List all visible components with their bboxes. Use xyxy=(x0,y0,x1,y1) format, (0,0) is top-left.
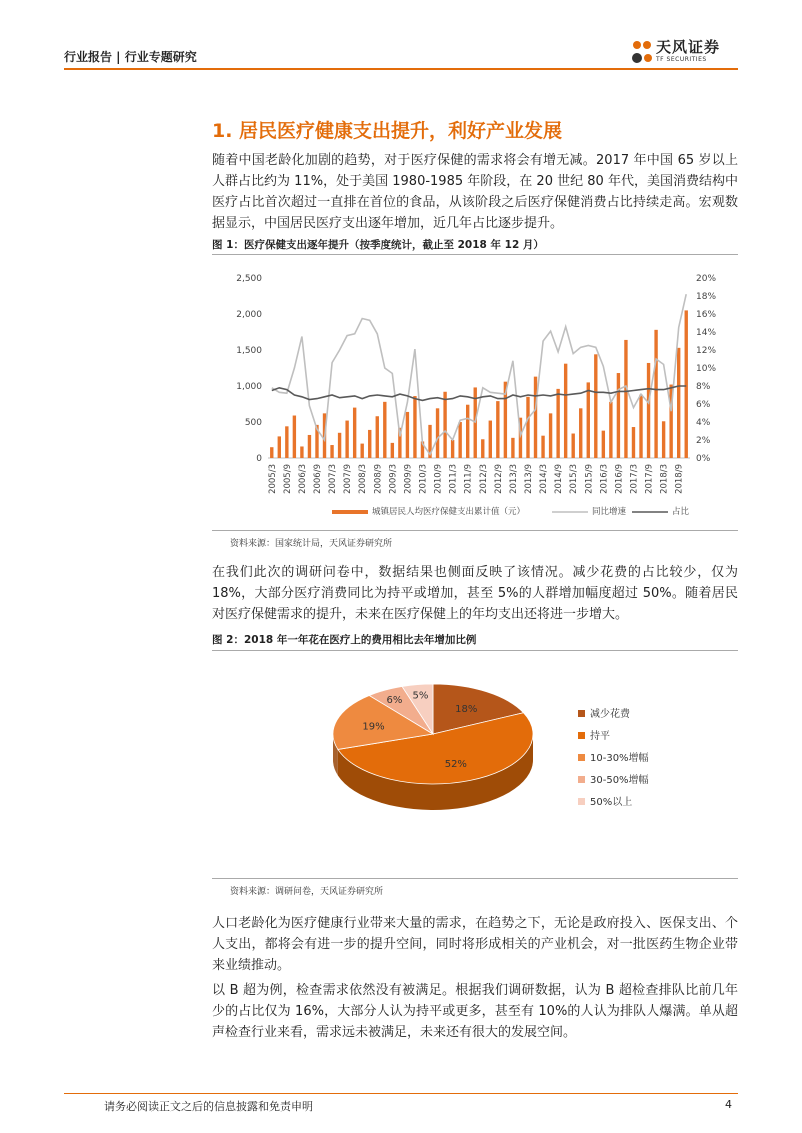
chart1-bar xyxy=(361,444,364,458)
chart1-bar xyxy=(677,348,680,458)
chart1-bar xyxy=(293,416,296,458)
chart2-legend-label: 减少花费 xyxy=(590,709,630,720)
chart2-data-label: 52% xyxy=(444,758,467,770)
chart1-bar xyxy=(572,434,575,458)
company-logo-icon xyxy=(628,38,654,68)
chart1-yoy-growth-line xyxy=(272,294,686,454)
chart1-bar xyxy=(594,354,597,458)
chart1-right-tick-label: 14% xyxy=(696,328,717,338)
chart1-bar xyxy=(466,405,469,458)
chart1-x-tick-label: 2016/3 xyxy=(599,464,610,494)
paragraph-industry-demand: 人口老龄化为医疗健康行业带来大量的需求，在趋势之下，无论是政府投入、医保支出、个人支出，都将会有进一步的提升空间，同时将形成相关的产业机会，对一批医药生物企业带来业绩推动。 xyxy=(212,916,738,973)
chart1-bars xyxy=(270,310,688,458)
figure1-source: 资料来源：国家统计局，天风证券研究所 xyxy=(230,539,393,549)
chart1-bar xyxy=(443,392,446,458)
chart1-x-tick-label: 2012/9 xyxy=(493,464,504,494)
chart2-legend-label: 持平 xyxy=(590,731,610,742)
chart1-legend xyxy=(332,506,690,517)
chart1-bar xyxy=(345,421,348,458)
chart1-bar xyxy=(549,413,552,458)
chart1-x-tick-label: 2010/9 xyxy=(433,464,444,494)
company-logo-name: 天风证券 xyxy=(656,38,721,56)
chart1-x-tick-label: 2007/9 xyxy=(343,464,354,494)
chart1-x-tick-label: 2015/3 xyxy=(569,464,580,494)
chart1-x-tick-label: 2006/9 xyxy=(312,464,323,494)
chart1-x-tick-label: 2008/3 xyxy=(358,464,369,494)
chart1-x-tick-label: 2014/3 xyxy=(539,464,550,494)
chart1-right-tick-label: 20% xyxy=(696,274,717,284)
figure1-chart xyxy=(212,258,738,530)
chart2-legend-label: 30-50%增幅 xyxy=(590,775,649,786)
chart1-bar xyxy=(511,438,514,458)
chart1-bar xyxy=(654,330,657,458)
chart1-bar xyxy=(579,408,582,458)
chart1-x-tick-label: 2011/3 xyxy=(448,464,459,494)
chart2-legend-swatch xyxy=(578,710,585,717)
chart1-legend-share-label: 占比 xyxy=(672,507,690,517)
chart1-bar xyxy=(353,408,356,458)
page-number: 4 xyxy=(725,1098,732,1111)
chart1-x-tick-label: 2009/3 xyxy=(388,464,399,494)
chart1-bar xyxy=(647,363,650,458)
chart1-bar xyxy=(534,377,537,458)
chart1-left-tick-label: 0 xyxy=(256,454,262,464)
chart1-bar xyxy=(662,421,665,458)
chart1-left-tick-label: 500 xyxy=(244,418,262,428)
chart1-bar xyxy=(451,440,454,458)
chart1-bar xyxy=(685,310,688,458)
chart1-x-tick-label: 2017/9 xyxy=(644,464,655,494)
chart1-bar xyxy=(376,416,379,458)
chart1-right-tick-label: 4% xyxy=(696,418,711,428)
chart1-bar xyxy=(632,427,635,458)
chart1-right-tick-label: 12% xyxy=(696,346,717,356)
chart1-x-tick-label: 2010/3 xyxy=(418,464,429,494)
paragraph-aging-trend: 随着中国老龄化加剧的趋势，对于医疗保健的需求将会有增无减。2017 年中国 65 岁以上人群占比约为 11%，处于美国 1980-1985 年阶段，在 20 世纪 80 年代，美国消费结构中医疗占比首次超过一直排在首位的食品，从该阶段之后医疗保健消费占比持续走高。宏观数据显示，中国居民医疗支出逐年增加，近几年占比逐步提升。 xyxy=(212,153,738,231)
chart1-left-tick-label: 2,000 xyxy=(236,310,262,320)
chart1-bar xyxy=(602,431,605,458)
chart1-right-tick-label: 6% xyxy=(696,400,711,410)
chart1-share-line xyxy=(272,386,686,400)
chart1-bar xyxy=(338,433,341,458)
chart2-legend-swatch xyxy=(578,798,585,805)
chart1-left-tick-label: 2,500 xyxy=(236,274,262,284)
chart2-legend-swatch xyxy=(578,732,585,739)
chart1-bar xyxy=(308,435,311,458)
chart1-bar xyxy=(541,436,544,458)
chart1-left-tick-label: 1,000 xyxy=(236,382,262,392)
chart1-legend-bar-swatch xyxy=(332,510,368,514)
chart2-legend-swatch xyxy=(578,754,585,761)
chart1-bar xyxy=(639,395,642,458)
chart1-bar xyxy=(624,340,627,458)
chart1-bar xyxy=(436,408,439,458)
chart1-left-tick-label: 1,500 xyxy=(236,346,262,356)
chart1-bar xyxy=(406,412,409,458)
figure1-top-rule xyxy=(212,254,738,255)
chart1-x-tick-label: 2005/9 xyxy=(282,464,293,494)
chart1-x-tick-label: 2008/9 xyxy=(373,464,384,494)
chart2-data-label: 18% xyxy=(455,703,478,715)
chart1-x-tick-label: 2006/3 xyxy=(297,464,308,494)
chart1-bar xyxy=(587,382,590,458)
chart1-right-tick-label: 8% xyxy=(696,382,711,392)
chart2-legend-label: 50%以上 xyxy=(590,797,633,808)
figure2-title: 图 2：2018 年一年花在医疗上的费用相比去年增加比例 xyxy=(212,634,477,646)
chart2-legend-swatch xyxy=(578,776,585,783)
figure2-chart xyxy=(212,654,738,876)
chart1-x-tick-label: 2016/9 xyxy=(614,464,625,494)
chart2-data-label: 19% xyxy=(362,721,385,733)
chart1-x-tick-label: 2013/9 xyxy=(523,464,534,494)
chart2-pie xyxy=(333,684,533,810)
header-divider xyxy=(64,68,738,70)
chart1-bar xyxy=(383,402,386,458)
chart1-right-tick-label: 16% xyxy=(696,310,717,320)
chart1-x-tick-label: 2018/3 xyxy=(659,464,670,494)
chart1-x-tick-label: 2018/9 xyxy=(674,464,685,494)
figure2-bottom-rule xyxy=(212,878,738,879)
chart1-bar xyxy=(617,373,620,458)
report-breadcrumb: 行业报告 | 行业专题研究 xyxy=(64,50,197,64)
chart1-left-axis-labels xyxy=(236,274,262,464)
chart1-bar xyxy=(556,389,559,458)
chart1-bar xyxy=(285,426,288,458)
chart2-data-label: 5% xyxy=(412,690,429,702)
chart1-right-tick-label: 0% xyxy=(696,454,711,464)
chart1-legend-bar-label: 城镇居民人均医疗保健支出累计值（元） xyxy=(372,507,526,517)
footer-divider xyxy=(64,1093,738,1094)
paragraph-survey: 在我们此次的调研问卷中，数据结果也侧面反映了该情况。减少花费的占比较少，仅为 18%，大部分医疗消费同比为持平或增加，甚至 5%的人群增加幅度超过 50%。随着居民对医疗保健需求的提升，未来在医疗保健上的年均支出还将进一步增大。 xyxy=(212,565,738,622)
chart1-bar xyxy=(489,421,492,458)
chart1-x-tick-label: 2015/9 xyxy=(584,464,595,494)
chart1-bar xyxy=(496,401,499,458)
chart1-x-tick-label: 2012/3 xyxy=(478,464,489,494)
chart1-bar xyxy=(270,447,273,458)
chart1-right-tick-label: 10% xyxy=(696,364,717,374)
chart1-bar xyxy=(368,430,371,458)
chart1-bar xyxy=(391,443,394,458)
company-logo-english: TF SECURITIES xyxy=(656,56,707,63)
chart2-legend xyxy=(578,707,649,808)
figure1-bottom-rule xyxy=(212,530,738,531)
chart1-right-axis-labels xyxy=(696,274,716,464)
chart1-x-tick-label: 2005/3 xyxy=(267,464,278,494)
paragraph-ultrasound: 以 B 超为例，检查需求依然没有被满足。根据我们调研数据，认为 B 超检查排队比前几年少的占比仅为 16%，大部分人认为持平或更多，甚至有 10%的人认为排队人爆满。单从超声检查行业来看，需求远未被满足，未来还有很大的发展空间。 xyxy=(212,983,738,1040)
chart1-x-tick-label: 2013/3 xyxy=(508,464,519,494)
chart1-bar xyxy=(413,396,416,458)
chart1-x-tick-label: 2011/9 xyxy=(463,464,474,494)
chart1-x-tick-label: 2007/3 xyxy=(328,464,339,494)
figure2-source: 资料来源：调研问卷，天风证券研究所 xyxy=(230,887,384,897)
chart1-bar xyxy=(458,422,461,458)
chart1-right-tick-label: 18% xyxy=(696,292,717,302)
chart2-legend-label: 10-30%增幅 xyxy=(590,753,649,764)
footer-disclaimer: 请务必阅读正文之后的信息披露和免责申明 xyxy=(104,1100,313,1113)
chart1-x-tick-label: 2014/9 xyxy=(554,464,565,494)
chart1-legend-yoy-label: 同比增速 xyxy=(592,507,627,517)
section-title: 1. 居民医疗健康支出提升，利好产业发展 xyxy=(212,120,563,142)
chart1-bar xyxy=(330,445,333,458)
chart2-data-label: 6% xyxy=(386,694,403,706)
chart1-right-tick-label: 2% xyxy=(696,436,711,446)
chart1-x-tick-label: 2017/3 xyxy=(629,464,640,494)
chart1-x-tick-label: 2009/9 xyxy=(403,464,414,494)
figure1-title: 图 1：医疗保健支出逐年提升（按季度统计，截止至 2018 年 12 月） xyxy=(212,239,544,251)
chart1-bar xyxy=(564,364,567,458)
chart1-x-axis-labels xyxy=(268,464,685,494)
chart1-bar xyxy=(526,397,529,458)
chart1-bar xyxy=(300,446,303,458)
chart1-bar xyxy=(278,436,281,458)
chart1-bar xyxy=(609,402,612,458)
figure2-top-rule xyxy=(212,650,738,651)
chart1-bar xyxy=(481,439,484,458)
